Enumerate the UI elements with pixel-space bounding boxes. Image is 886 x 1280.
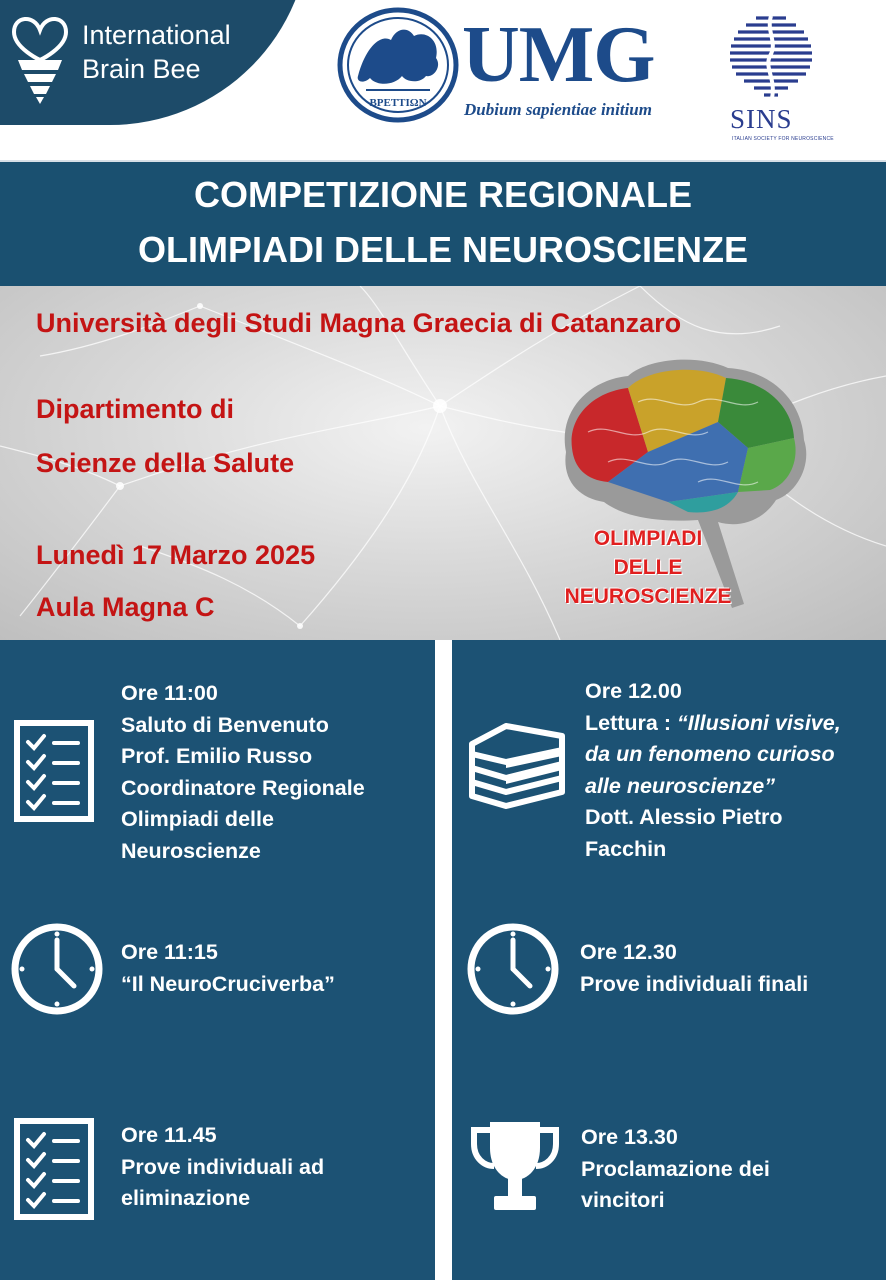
program-line: Neuroscienze	[121, 838, 261, 863]
university-name: Università degli Studi Magna Graecia di Catanzaro	[36, 308, 682, 338]
lecture-title-part-1: “Illusioni visive,	[676, 710, 841, 735]
clock-icon	[10, 922, 104, 1016]
program-line: “Il NeuroCruciverba”	[121, 971, 335, 996]
ibb-line-2: Brain Bee	[82, 54, 201, 84]
header	[0, 0, 886, 160]
books-icon	[466, 720, 568, 812]
brain-caption-line-3: NEUROSCIENZE	[564, 585, 732, 608]
brain-caption-line-2: DELLE	[613, 556, 683, 579]
program-item-1100	[121, 678, 365, 867]
lecture-title-part-3: alle neuroscienze”	[585, 773, 775, 798]
program-item-1115	[121, 937, 335, 1000]
event-info	[0, 286, 886, 640]
program-item-1330	[581, 1122, 770, 1217]
ibb-line-1: International	[82, 20, 231, 50]
page-title-line-1: COMPETIZIONE REGIONALE	[193, 174, 693, 215]
program-line: Olimpiadi delle	[121, 807, 274, 831]
umg-motto: Dubium sapientiae initium	[464, 100, 652, 119]
sins-wordmark: SINS	[730, 104, 793, 134]
umg-seal-icon	[336, 6, 460, 124]
lecture-prefix: Lettura :	[585, 710, 677, 735]
program-time: Ore 12.00	[585, 679, 682, 703]
trophy-icon	[468, 1118, 562, 1216]
brain-caption-line-1: OLIMPIADI	[593, 527, 703, 550]
program-time: Ore 12.30	[580, 940, 677, 964]
checklist-icon	[14, 1118, 94, 1220]
lecture-line-1	[585, 708, 841, 740]
umg-seal-text: BPETTIΩN	[369, 97, 427, 109]
sins-brain-logo-icon	[726, 12, 816, 102]
program-line: Proclamazione dei	[581, 1156, 770, 1181]
page-title-line-2: OLIMPIADI DELLE NEUROSCIENZE	[137, 229, 749, 270]
sins-subtitle: ITALIAN SOCIETY FOR NEUROSCIENCE	[732, 136, 834, 142]
program-time: Ore 13.30	[581, 1125, 678, 1149]
checklist-icon	[14, 720, 94, 822]
program-line: eliminazione	[121, 1186, 251, 1210]
program	[0, 640, 886, 1280]
program-line: Prove individuali ad	[121, 1154, 325, 1179]
program-line: vincitori	[581, 1188, 665, 1212]
lecture-title-part-2: da un fenomeno curioso	[585, 742, 835, 766]
program-time: Ore 11:00	[121, 681, 218, 705]
title-band	[0, 160, 886, 286]
brain-bee-logo-icon	[8, 8, 72, 104]
speaker-line: Facchin	[585, 836, 667, 861]
program-line: Prof. Emilio Russo	[121, 744, 313, 768]
department-line-1: Dipartimento di	[36, 394, 235, 424]
event-room: Aula Magna C	[36, 592, 215, 622]
clock-icon	[466, 922, 560, 1016]
program-time: Ore 11.45	[121, 1123, 217, 1147]
ibb-name	[82, 18, 231, 86]
program-line: Prove individuali finali	[580, 971, 809, 996]
umg-wordmark: UMG	[462, 11, 655, 99]
program-item-1200	[585, 676, 841, 865]
speaker-line: Dott. Alessio Pietro	[585, 805, 783, 829]
brain-caption	[538, 524, 758, 611]
program-column-right	[452, 640, 886, 1280]
program-time: Ore 11:15	[121, 940, 218, 964]
program-column-left	[0, 640, 435, 1280]
program-item-1145	[121, 1120, 324, 1215]
program-item-1230	[580, 937, 808, 1000]
program-line: Coordinatore Regionale	[121, 775, 365, 800]
department-line-2: Scienze della Salute	[36, 448, 295, 478]
program-line: Saluto di Benvenuto	[121, 712, 329, 737]
event-date: Lunedì 17 Marzo 2025	[36, 540, 316, 570]
